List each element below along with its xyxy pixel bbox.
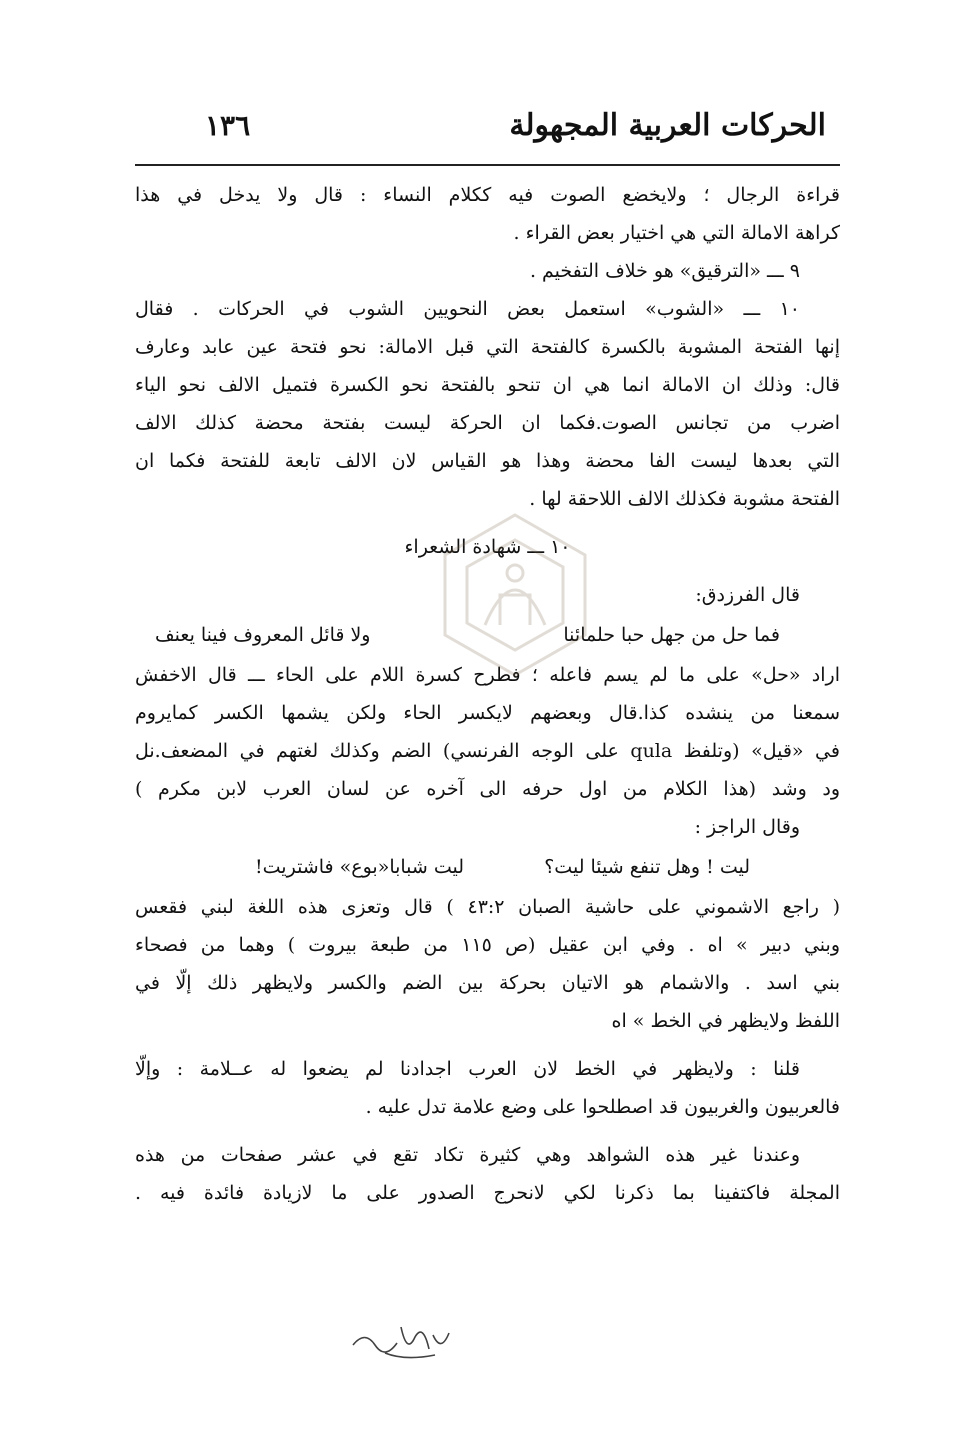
text-line: قلنا : ولايظهر في الخط لان العرب اجدادنا لم يضعوا له عــلامة : وإلّا [135,1058,800,1080]
section-heading-tarqiq: ٩ ـــ «الترقيق» هو خلاف التفخيم . [529,260,800,282]
text-line: كراهة الامالة التي هي اختيار بعض القراء . [513,222,840,244]
verse-first-hemistich: ليت ! وهل تنفع شيئا ليت؟ [544,856,750,878]
text-line: قراءة الرجال ؛ ولايخضع الصوت فيه ككلام النساء : قال ولا يدخل في هذا [135,184,840,206]
text-line: الفتحة مشوبة فكذلك الالف اللاحقة لها . [529,488,840,510]
header-rule [135,164,840,166]
text-line: سمعنا من ينشده كذا.قال وبعضهم لايكسر الحاء ولكن يشمها الكسر كمايروم [135,702,840,724]
text-line: وقال الراجز : [694,816,800,838]
text-line: اضرب من تجانس الصوت.فكما ان الحركة ليست بفتحة محضة كذلك الالف [135,412,840,434]
text-line: قال الفرزدق: [695,584,800,606]
verse-first-hemistich: فما حل من جهل حبا حلمائنا [563,624,780,646]
text-line: ( راجع الاشموني على حاشية الصبان ٤٣:٢ ) قال وتعزى هذه اللغة لبني فقعس [135,896,840,918]
running-title: الحركات العربية المجهولة [509,108,826,143]
text-line: ود وشد (هذا الكلام من اول حرفه الى آخره عن لسان العرب لابن مكرم ) [135,778,840,800]
page-header [135,108,840,160]
text-line: في «قيل» (وتلفظ qula على الوجه الفرنسي) الضم وكذلك لغتهم في المضعف.نل [135,740,840,762]
section-heading-poets: ١٠ ـــ شهادة الشعراء [404,536,571,558]
verse-rajiz [135,846,840,888]
text-line: إنها الفتحة المشوبة بالكسرة كالفتحة التي قبل الامالة: نحو فتحة عين عابد وعارف [135,336,840,358]
signature-flourish-icon [345,1315,455,1365]
text-line: اللفظ ولايظهر في الخط » اه [611,1010,840,1032]
text-line: وبني دبير » اه . وفي ابن عقيل (ص ١١٥ من طبعة بيروت ) وهما من فصحاء [135,934,840,956]
text-line: التي بعدها ليست الفا محضة وهذا هو القياس لان الالف تابعة للفتحة فكما ان [135,450,840,472]
text-line: قال: وذلك ان الامالة انما هي ان تنحو بالفتحة نحو الكسرة فتميل الالف نحو الياء [135,374,840,396]
section-heading-shawb: ١٠ ـــ «الشوب» استعمل بعض النحويين الشوب في الحركات . فقال [135,298,800,320]
text-line: وعندنا غير هذه الشواهد وهي كثيرة تكاد تقع في عشر صفحات من هذه [135,1144,800,1166]
text-line: المجلة فاكتفينا بما ذكرنا لكي لانحرج الصدور على ما لازيادة فائدة فيه . [135,1182,840,1204]
text-line: اراد «حل» على ما لم يسم فاعله ؛ فطرح كسرة اللام على الحاء ـــ قال الاخفش [135,664,840,686]
page-number: ١٣٦ [205,109,251,142]
verse-second-hemistich: ولا قائل المعروف فينا يعنف [155,624,371,646]
verse-second-hemistich: ليت شبابا«بوع» فاشتريت! [255,856,465,878]
document-page [135,108,840,1212]
text-line: بني اسد . والاشمام هو الاتيان بحركة بين الضم والكسر ولايظهر ذلك إلّا في [135,972,840,994]
text-line: فالعربيون والغربيون قد اصطلحوا على وضع علامة تدل عليه . [365,1096,840,1118]
verse-farazdaq [135,614,840,656]
